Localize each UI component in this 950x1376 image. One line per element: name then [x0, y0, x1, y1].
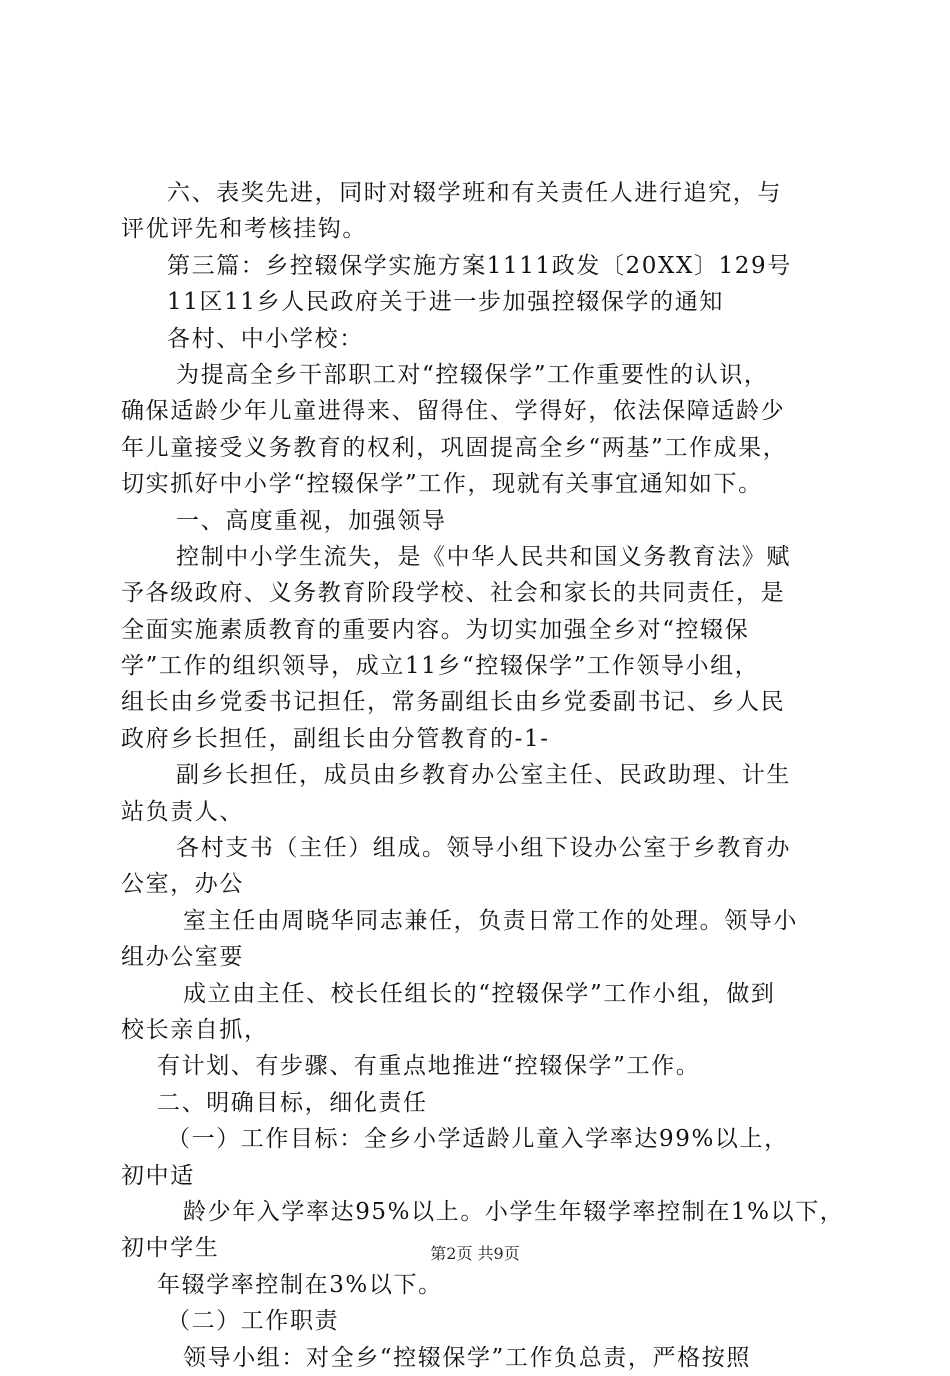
text-line: 政府乡长担任，副组长由分管教育的-1-	[121, 725, 550, 752]
text-line: 初中适	[121, 1162, 195, 1189]
text-line: 校长亲自抓，	[121, 1016, 269, 1043]
text-line: （二）工作职责	[167, 1308, 340, 1335]
text-line: 公室，办公	[121, 871, 244, 898]
text-line: 初中学生	[121, 1235, 220, 1262]
text-line: 一、高度重视，加强领导	[176, 507, 447, 534]
text-line: 龄少年入学率达95%以上。小学生年辍学率控制在1%以下，	[183, 1198, 845, 1225]
text-line: 副乡长担任，成员由乡教育办公室主任、民政助理、计生	[176, 762, 791, 789]
text-line: 全面实施素质教育的重要内容。为切实加强全乡对“控辍保	[121, 616, 750, 643]
text-line: 室主任由周晓华同志兼任，负责日常工作的处理。领导小	[183, 907, 798, 934]
text-line: 年辍学率控制在3%以下。	[157, 1271, 443, 1298]
text-line: 为提高全乡干部职工对“控辍保学”工作重要性的认识，	[176, 361, 769, 388]
text-line: 各村、中小学校：	[167, 325, 364, 352]
text-line: 第三篇：乡控辍保学实施方案1111政发〔20XX〕129号	[167, 252, 792, 279]
text-line: 11区11乡人民政府关于进一步加强控辍保学的通知	[167, 289, 724, 316]
text-line: 站负责人、	[121, 798, 244, 825]
text-line: 学”工作的组织领导，成立11乡“控辍保学”工作领导小组，	[121, 653, 760, 680]
text-line: （一）工作目标：全乡小学适龄儿童入学率达99%以上，	[167, 1126, 789, 1153]
document-body	[121, 175, 845, 1376]
text-line: 有计划、有步骤、有重点地推进“控辍保学”工作。	[157, 1053, 701, 1080]
page-footer: 第2页 共9页	[430, 1244, 520, 1263]
text-line: 成立由主任、校长任组长的“控辍保学”工作小组，做到	[183, 980, 776, 1007]
text-line: 切实抓好中小学“控辍保学”工作，现就有关事宜通知如下。	[121, 471, 763, 498]
text-line: 予各级政府、义务教育阶段学校、社会和家长的共同责任，是	[121, 580, 786, 607]
text-line: 确保适龄少年儿童进得来、留得住、学得好，依法保障适龄少	[121, 398, 786, 425]
text-line: 评优评先和考核挂钩。	[121, 216, 367, 243]
text-line: 六、表奖先进，同时对辍学班和有关责任人进行追究，与	[167, 180, 782, 206]
text-line: 二、明确目标，细化责任	[157, 1089, 428, 1116]
text-line: 年儿童接受义务教育的权利，巩固提高全乡“两基”工作成果，	[121, 434, 788, 461]
text-line: 组长由乡党委书记担任，常务副组长由乡党委副书记、乡人民	[121, 689, 786, 716]
text-line: 组办公室要	[121, 944, 244, 971]
text-line: 控制中小学生流失，是《中华人民共和国义务教育法》赋	[176, 543, 791, 570]
text-line: 领导小组：对全乡“控辍保学”工作负总责，严格按照	[183, 1344, 751, 1371]
text-line: 各村支书（主任）组成。领导小组下设办公室于乡教育办	[176, 835, 791, 862]
